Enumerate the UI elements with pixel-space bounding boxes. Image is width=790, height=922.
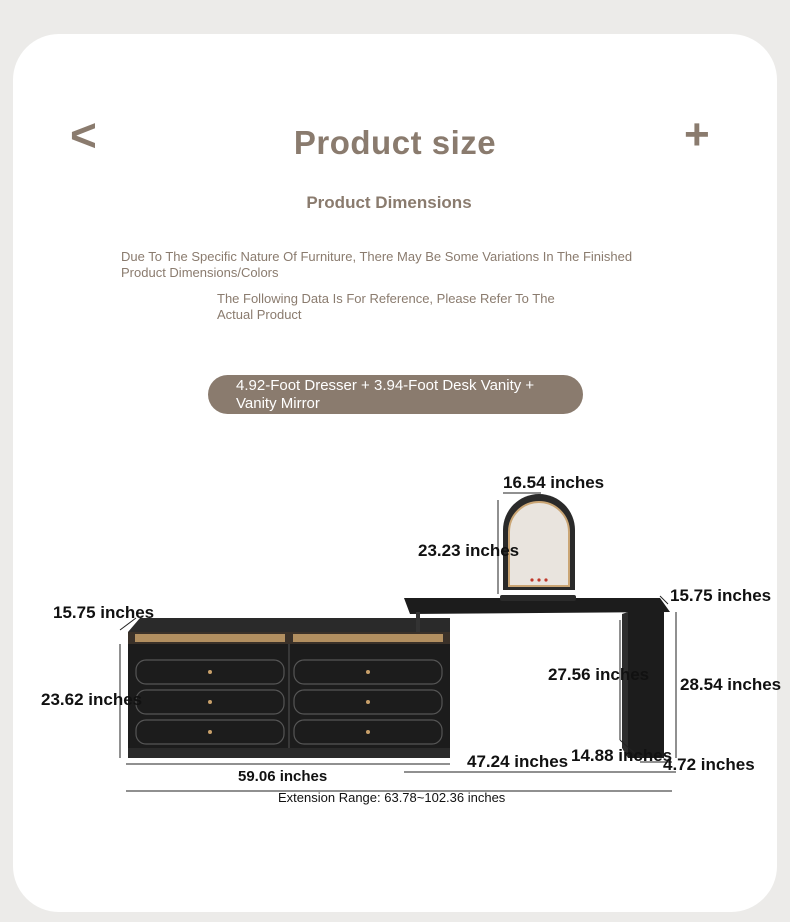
dresser-depth-label: 15.75 inches: [53, 603, 155, 622]
variation-note: Due To The Specific Nature Of Furniture, There May Be Some Variations In The Finished Product Dimensions/Colors: [121, 249, 633, 280]
page-title: Product size: [293, 124, 497, 161]
mirror-width-label: 16.54 inches: [503, 473, 605, 492]
add-plus-icon[interactable]: +: [684, 110, 710, 159]
back-arrow-icon[interactable]: <: [70, 109, 97, 161]
desk-leg-depth-label: 14.88 inches: [571, 746, 673, 765]
mirror-height-label: 23.23 inches: [418, 541, 520, 560]
extension-range-text: Extension Range: 63.78~102.36 inches: [278, 790, 506, 805]
desk-leg-height-label: 27.56 inches: [548, 665, 650, 684]
product-tag-text: 4.92-Foot Dresser + 3.94-Foot Desk Vanity + Vanity Mirror: [236, 377, 535, 412]
desk-depth-label: 15.75 inches: [670, 586, 772, 605]
desk-leg-width-label: 4.72 inches: [663, 755, 755, 774]
page-subtitle: Product Dimensions: [306, 193, 472, 212]
desk-height-label: 28.54 inches: [680, 675, 782, 694]
reference-note: The Following Data Is For Reference, Please Refer To The Actual Product: [217, 291, 555, 322]
dresser-width-label: 59.06 inches: [238, 768, 328, 785]
dresser-height-label: 23.62 inches: [41, 690, 143, 709]
dresser-drawing: [128, 618, 450, 758]
desk-width-label: 47.24 inches: [467, 752, 569, 771]
